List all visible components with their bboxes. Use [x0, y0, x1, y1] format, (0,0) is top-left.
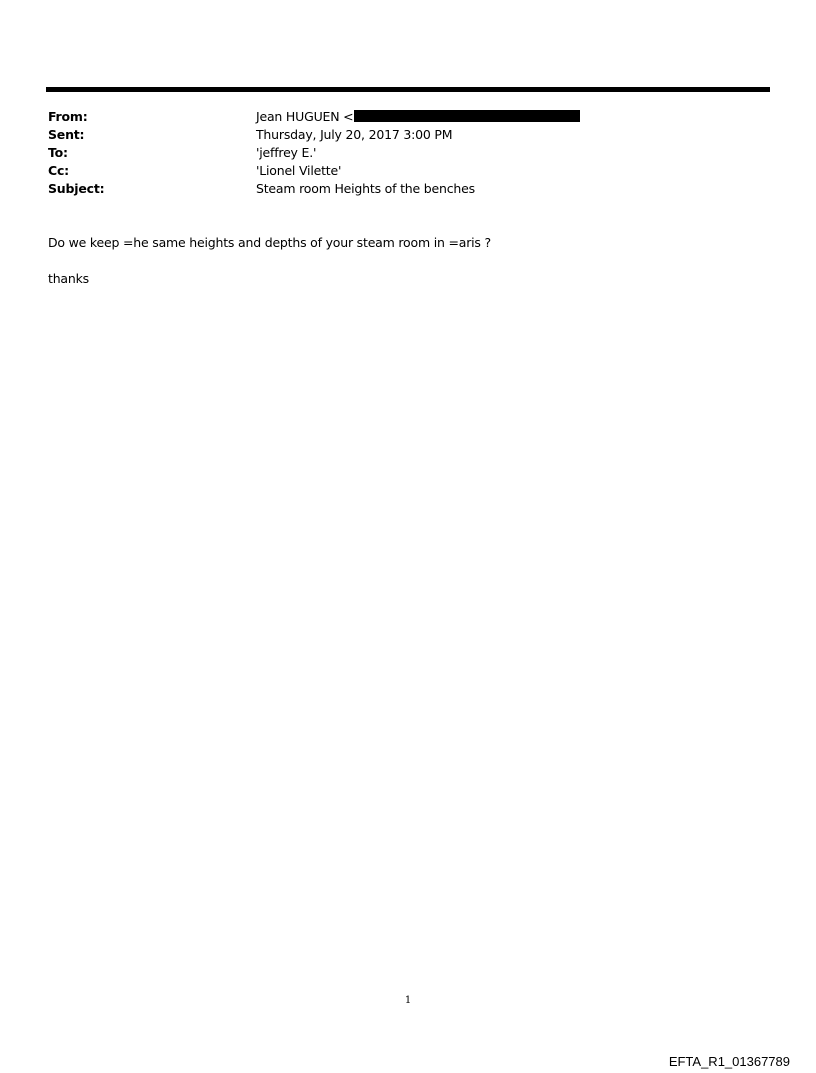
from-value: [256, 108, 580, 126]
cc-label: Cc:: [48, 163, 69, 178]
header-divider-rule: [46, 87, 770, 92]
page-number: 1: [404, 995, 412, 1006]
bates-number: EFTA_R1_01367789: [668, 1054, 790, 1069]
email-body-line: Do we keep =he same heights and depths of your steam room in =aris ?: [48, 235, 491, 250]
subject-row: [48, 180, 768, 198]
from-sender-text: Jean HUGUEN <: [256, 109, 354, 124]
to-row: [48, 144, 768, 162]
subject-label: Subject:: [48, 181, 105, 196]
to-label: To:: [48, 145, 68, 160]
from-label: From:: [48, 109, 88, 124]
email-body-line: thanks: [48, 271, 89, 286]
from-row: [48, 108, 768, 126]
redaction-block: [354, 110, 580, 122]
cc-row: [48, 162, 768, 180]
cc-value: 'Lionel Vilette': [256, 163, 342, 178]
sent-value: Thursday, July 20, 2017 3:00 PM: [256, 127, 453, 142]
sent-label: Sent:: [48, 127, 85, 142]
to-value: 'jeffrey E.': [256, 145, 317, 160]
subject-value: Steam room Heights of the benches: [256, 181, 475, 196]
sent-row: [48, 126, 768, 144]
